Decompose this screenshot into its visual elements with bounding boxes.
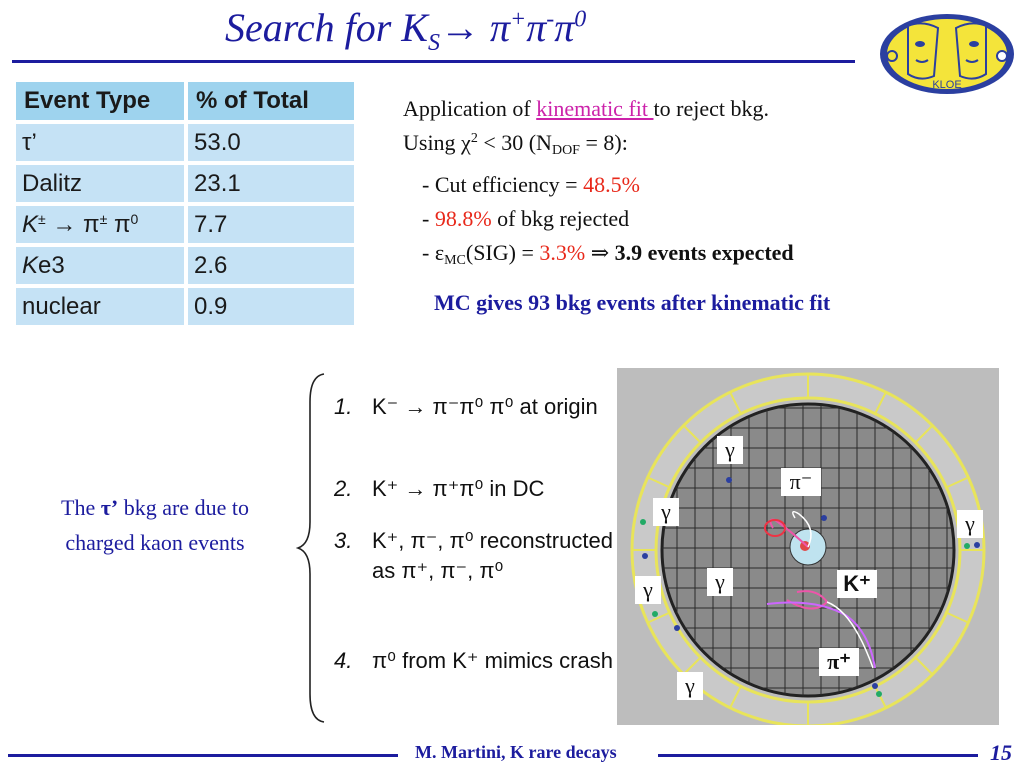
title-rule [12, 60, 855, 63]
mc-note: MC gives 93 bkg events after kinematic fit [434, 290, 831, 315]
event-display [617, 368, 999, 725]
kinematic-fit-link[interactable]: kinematic fit [536, 96, 654, 121]
page-number: 15 [990, 740, 1012, 765]
event-type-cell: Ke3 [16, 247, 184, 284]
event-type-cell: nuclear [16, 288, 184, 325]
pi-plus-label: π⁺ [819, 648, 859, 676]
curly-brace [296, 372, 328, 724]
bkg-rejected-line: - 98.8% of bkg rejected [422, 206, 630, 231]
kinematic-fit-line: Application of kinematic fit to reject bkg. [403, 96, 769, 121]
footer-rule-left [8, 754, 398, 757]
event-type-cell: τ’ [16, 124, 184, 161]
tau-background-note: The τ’ bkg are due to charged kaon events [61, 495, 249, 555]
detector-drawing [617, 368, 999, 725]
table-row [16, 165, 354, 202]
percent-cell: 53.0 [188, 124, 354, 161]
signal-efficiency-line: - $\varepsilon_{MC}(SIG) = 3.3\%$ ⇒ 3.9 events expected [422, 240, 794, 268]
pi-minus-label: π⁻ [781, 468, 821, 496]
gamma-label: γ [957, 510, 983, 538]
footer-rule-right [658, 754, 978, 757]
header-percent-total: % of Total [188, 82, 354, 120]
event-type-cell: Dalitz [16, 165, 184, 202]
percent-cell: 23.1 [188, 165, 354, 202]
footer-text: M. Martini, K rare decays [415, 742, 617, 762]
k-plus-label: K⁺ [837, 570, 877, 598]
table-row [16, 247, 354, 284]
gamma-label: γ [653, 498, 679, 526]
gamma-label: γ [677, 672, 703, 700]
table-row [16, 206, 354, 243]
gamma-label: γ [707, 568, 733, 596]
gamma-label: γ [635, 576, 661, 604]
slide-title: Search for $K_S\to \pi^+\pi^-\pi^0$ [225, 5, 587, 56]
gamma-label: γ [717, 436, 743, 464]
percent-cell: 0.9 [188, 288, 354, 325]
event-type-cell: K± → π± $\pi^0$ [16, 206, 184, 243]
kloe-logo [878, 12, 1016, 96]
percent-cell: 7.7 [188, 206, 354, 243]
header-event-type: Event Type [16, 82, 184, 120]
logo-lettering: KLOE [932, 79, 962, 91]
table-row [16, 288, 354, 325]
table-row [16, 124, 354, 161]
chi2-cut-line: Using $\chi^2 < 30$ $(N_{DOF} = 8)$: [403, 130, 628, 158]
event-type-table [12, 78, 358, 329]
percent-cell: 2.6 [188, 247, 354, 284]
cut-efficiency-line: - Cut efficiency = 48.5% [422, 172, 640, 197]
